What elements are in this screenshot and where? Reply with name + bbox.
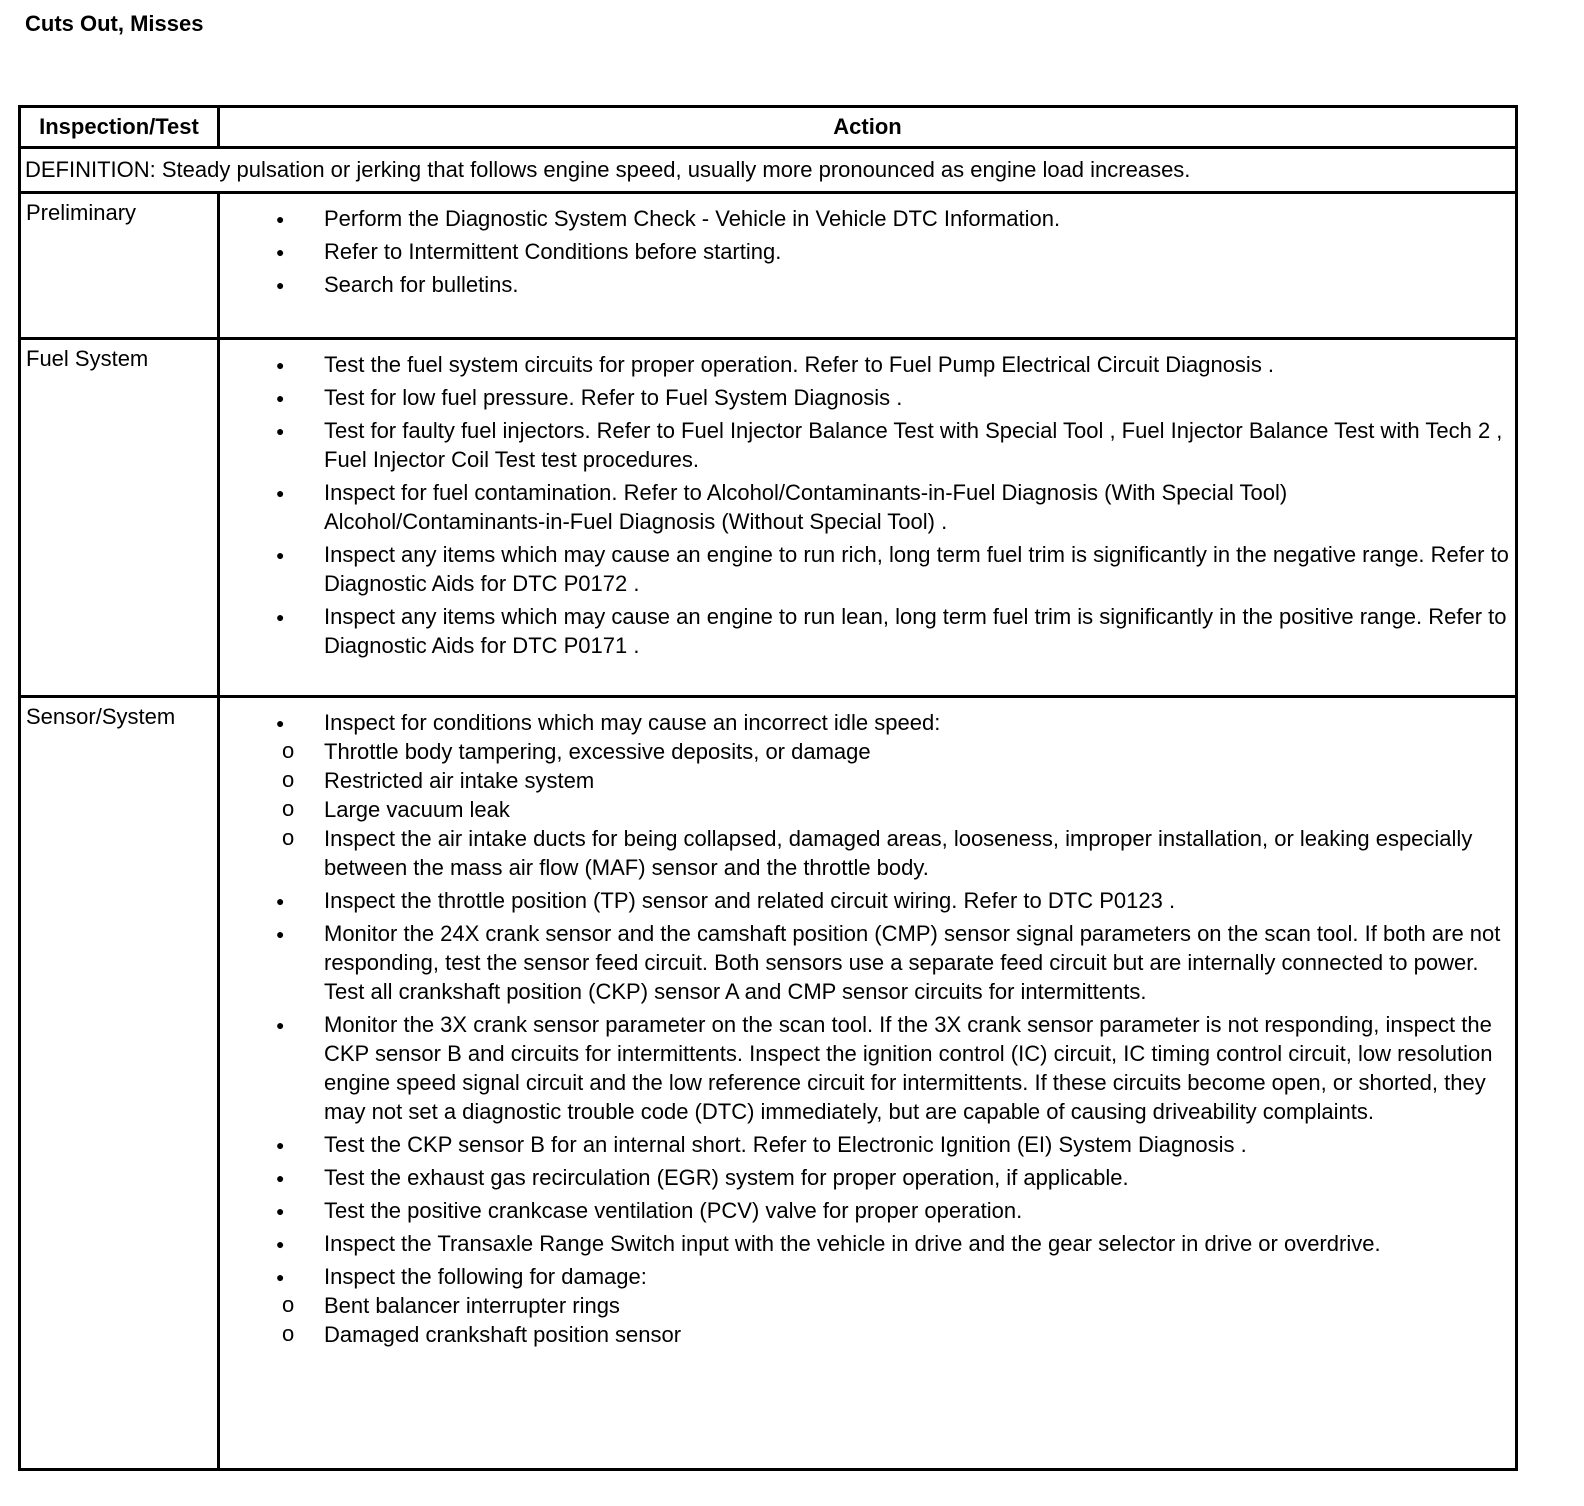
sub-list-item-text: Damaged crankshaft position sensor xyxy=(324,1322,682,1347)
sub-list xyxy=(225,1291,1511,1349)
diagnostic-table xyxy=(18,105,1518,1471)
definition-row xyxy=(20,148,1517,193)
list-item-text: Test the CKP sensor B for an internal short. Refer to Electronic Ignition (EI) System Diagnosis . xyxy=(324,1132,1247,1157)
sub-list-item xyxy=(125,737,1511,766)
bullet-icon: ● xyxy=(276,1170,285,1186)
bullet-icon: ● xyxy=(276,244,285,260)
list-item-text: Monitor the 3X crank sensor parameter on the scan tool. If the 3X crank sensor parameter is not responding, inspect the CKP sensor B and circuits for intermittents. Inspect the ignition control (IC) circuit, IC timing control circuit, low resolution engine speed signal circuit and the low reference circuit for intermittents. If these circuits become open, or shorted, they may not set a diagnostic trouble code (DTC) immediately, but are capable of causing driveability complaints. xyxy=(324,1012,1493,1124)
header-action: Action xyxy=(219,107,1517,148)
sub-list-item-text: Large vacuum leak xyxy=(324,797,510,822)
table-row xyxy=(20,339,1517,697)
list-item xyxy=(220,237,1511,266)
bullet-icon: ● xyxy=(276,1017,285,1033)
circle-bullet-icon: o xyxy=(282,738,295,763)
bullet-icon: ● xyxy=(276,1236,285,1252)
row-label: Preliminary xyxy=(20,193,219,339)
bullet-icon: ● xyxy=(276,1203,285,1219)
list-item-text: Inspect the Transaxle Range Switch input with the vehicle in drive and the gear selector in drive or overdrive. xyxy=(324,1231,1381,1256)
action-list xyxy=(220,350,1511,660)
bullet-icon: ● xyxy=(276,547,285,563)
definition-text: DEFINITION: Steady pulsation or jerking that follows engine speed, usually more pronounced as engine load increases. xyxy=(20,148,1517,193)
circle-bullet-icon: o xyxy=(282,1321,295,1346)
list-item-text: Inspect the throttle position (TP) sensor and related circuit wiring. Refer to DTC P0123 . xyxy=(324,888,1176,913)
list-item-text: Search for bulletins. xyxy=(324,272,519,297)
circle-bullet-icon: o xyxy=(282,767,295,792)
header-inspection-test: Inspection/Test xyxy=(20,107,219,148)
list-item-text: Monitor the 24X crank sensor and the camshaft position (CMP) sensor signal parameters on the scan tool. If both are not responding, test the sensor feed circuit. Both sensors use a separate feed circuit but are internally connected to power. Test all crankshaft position (CKP) sensor A and CMP sensor circuits for intermittents. xyxy=(324,921,1501,1004)
bullet-icon: ● xyxy=(276,609,285,625)
circle-bullet-icon: o xyxy=(282,1292,295,1317)
list-item xyxy=(220,416,1511,474)
sub-list-item xyxy=(125,795,1511,824)
list-item-text: Inspect any items which may cause an engine to run lean, long term fuel trim is significantly in the positive range. Refer to Diagnostic Aids for DTC P0171 . xyxy=(324,604,1507,658)
bullet-icon: ● xyxy=(276,277,285,293)
action-list xyxy=(220,708,1511,1349)
list-item xyxy=(220,1262,1511,1349)
list-item-text: Inspect the following for damage: xyxy=(324,1264,647,1289)
list-item xyxy=(220,540,1511,598)
row-label: Sensor/System xyxy=(20,697,219,1470)
table-row xyxy=(20,193,1517,339)
list-item xyxy=(220,383,1511,412)
list-item xyxy=(220,886,1511,915)
list-item-text: Perform the Diagnostic System Check - Vehicle in Vehicle DTC Information. xyxy=(324,206,1061,231)
bullet-icon: ● xyxy=(276,1137,285,1153)
list-item xyxy=(220,1196,1511,1225)
sub-list-item-text: Throttle body tampering, excessive deposits, or damage xyxy=(324,739,871,764)
bullet-icon: ● xyxy=(276,423,285,439)
list-item-text: Inspect for fuel contamination. Refer to Alcohol/Contaminants-in-Fuel Diagnosis (With Special Tool) Alcohol/Contaminants-in-Fuel Diagnosis (Without Special Tool) . xyxy=(324,480,1288,534)
sub-list-item-text: Inspect the air intake ducts for being collapsed, damaged areas, looseness, improper installation, or leaking especially between the mass air flow (MAF) sensor and the throttle body. xyxy=(324,826,1473,880)
bullet-icon: ● xyxy=(276,715,285,731)
list-item-text: Refer to Intermittent Conditions before starting. xyxy=(324,239,782,264)
row-actions xyxy=(219,339,1517,697)
page-title: Cuts Out, Misses xyxy=(25,11,204,36)
table-header-row xyxy=(20,107,1517,148)
sub-list-item-text: Bent balancer interrupter rings xyxy=(324,1293,620,1318)
list-item xyxy=(220,1163,1511,1192)
list-item xyxy=(220,478,1511,536)
sub-list-item xyxy=(125,766,1511,795)
list-item xyxy=(220,919,1511,1006)
sub-list-item xyxy=(125,1320,1511,1349)
row-actions xyxy=(219,193,1517,339)
list-item-text: Inspect any items which may cause an engine to run rich, long term fuel trim is significantly in the negative range. Refer to Diagnostic Aids for DTC P0172 . xyxy=(324,542,1509,596)
bullet-icon: ● xyxy=(276,1269,285,1285)
bullet-icon: ● xyxy=(276,893,285,909)
circle-bullet-icon: o xyxy=(282,796,295,821)
list-item-text: Inspect for conditions which may cause an incorrect idle speed: xyxy=(324,710,941,735)
list-item xyxy=(220,350,1511,379)
bullet-icon: ● xyxy=(276,926,285,942)
bullet-icon: ● xyxy=(276,485,285,501)
sub-list-item xyxy=(125,1291,1511,1320)
list-item xyxy=(220,204,1511,233)
table-row xyxy=(20,697,1517,1470)
row-label: Fuel System xyxy=(20,339,219,697)
action-list xyxy=(220,204,1511,299)
list-item-text: Test the exhaust gas recirculation (EGR) system for proper operation, if applicable. xyxy=(324,1165,1129,1190)
list-item xyxy=(220,708,1511,882)
bullet-icon: ● xyxy=(276,211,285,227)
sub-list xyxy=(225,737,1511,882)
bullet-icon: ● xyxy=(276,357,285,373)
list-item xyxy=(220,270,1511,299)
list-item-text: Test for low fuel pressure. Refer to Fuel System Diagnosis . xyxy=(324,385,903,410)
list-item xyxy=(220,1010,1511,1126)
row-actions xyxy=(219,697,1517,1470)
sub-list-item xyxy=(125,824,1511,882)
list-item-text: Test the positive crankcase ventilation (PCV) valve for proper operation. xyxy=(324,1198,1023,1223)
list-item-text: Test for faulty fuel injectors. Refer to Fuel Injector Balance Test with Special Tool , Fuel Injector Balance Test with Tech 2 , Fuel Injector Coil Test test procedures. xyxy=(324,418,1503,472)
list-item xyxy=(220,602,1511,660)
sub-list-item-text: Restricted air intake system xyxy=(324,768,595,793)
list-item xyxy=(220,1229,1511,1258)
circle-bullet-icon: o xyxy=(282,825,295,850)
bullet-icon: ● xyxy=(276,390,285,406)
list-item xyxy=(220,1130,1511,1159)
list-item-text: Test the fuel system circuits for proper operation. Refer to Fuel Pump Electrical Circuit Diagnosis . xyxy=(324,352,1275,377)
